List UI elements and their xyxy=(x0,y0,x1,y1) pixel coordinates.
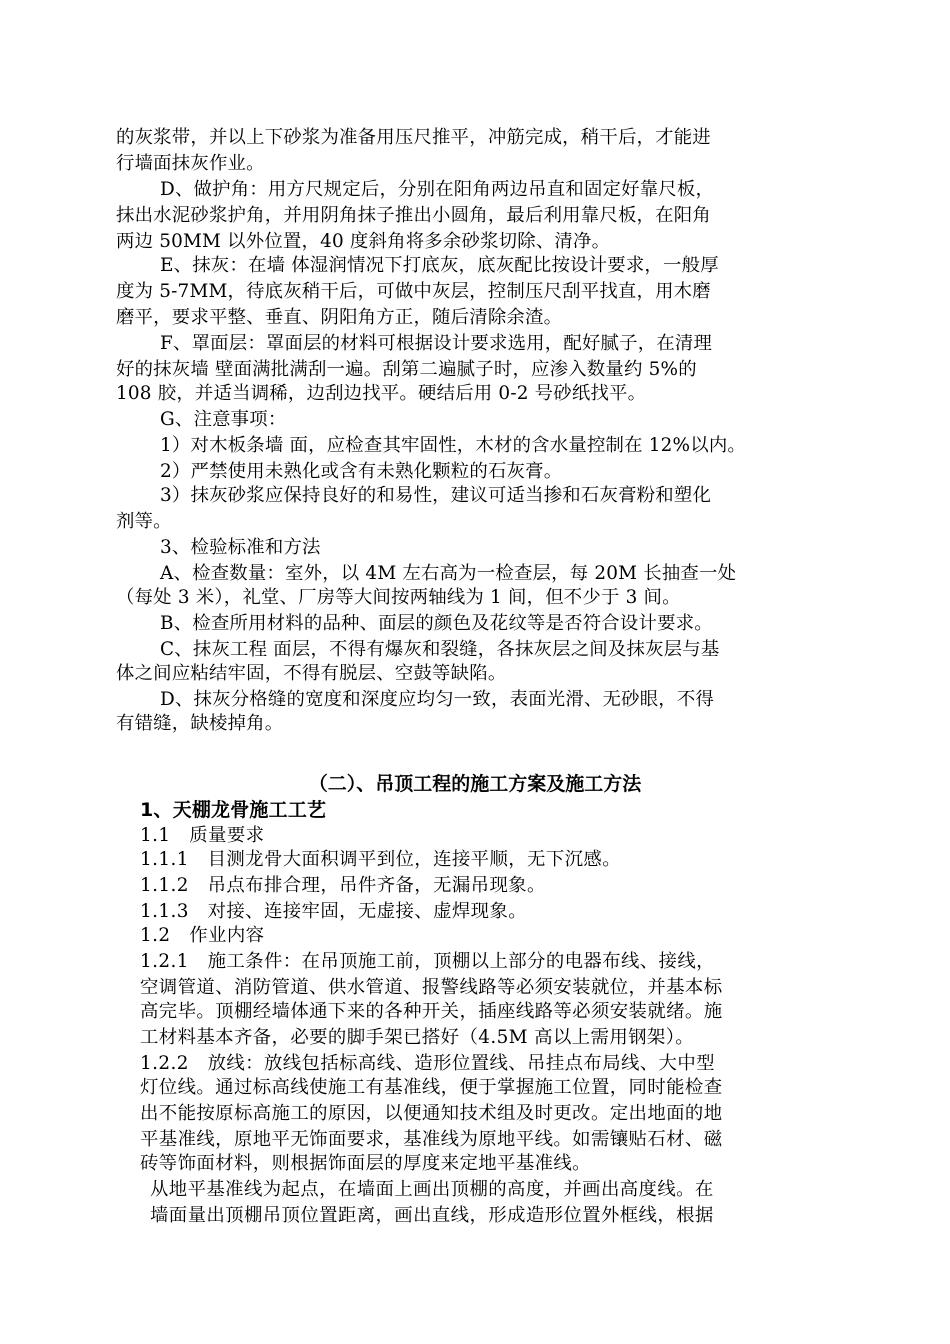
paragraph-line: E、抹灰：在墙 体湿润情况下打底灰，底灰配比按设计要求，一般厚 xyxy=(160,255,719,276)
paragraph-line: 两边 50MM 以外位置，40 度斜角将多余砂浆切除、清净。 xyxy=(116,231,611,252)
paragraph-line: 度为 5-7MM，待底灰稍干后，可做中灰层，控制压尺刮平找直，用木磨 xyxy=(116,281,711,302)
section-title: （二）、吊顶工程的施工方案及施工方法 xyxy=(308,773,642,795)
paragraph-line: G、注意事项： xyxy=(160,409,287,430)
paragraph-line: 1.1.1 目测龙骨大面积调平到位，连接平顺，无下沉感。 xyxy=(140,849,621,870)
paragraph-line: 3、检验标准和方法 xyxy=(160,537,321,558)
paragraph-line: 3）抹灰砂浆应保持良好的和易性，建议可适当掺和石灰膏粉和塑化 xyxy=(160,485,712,506)
paragraph-line: 1）对木板条墙 面，应检查其牢固性，木材的含水量控制在 12%以内。 xyxy=(160,435,747,456)
paragraph-line: 砖等饰面材料，则根据饰面层的厚度来定地平基准线。 xyxy=(140,1153,591,1174)
paragraph-line: 磨平，要求平整、垂直、阴阳角方正，随后清除余渣。 xyxy=(116,307,563,328)
paragraph-line: D、做护角：用方尺规定后，分别在阳角两边吊直和固定好靠尺板， xyxy=(160,179,715,200)
paragraph-line: 好的抹灰墙 壁面满批满刮一遍。刮第二遍腻子时，应渗入数量约 5%的 xyxy=(116,359,697,380)
paragraph-line: C、抹灰工程 面层，不得有爆灰和裂缝，各抹灰层之间及抹灰层与基 xyxy=(160,639,720,660)
paragraph-line: 体之间应粘结牢固，不得有脱层、空鼓等缺陷。 xyxy=(116,663,507,684)
paragraph-line: 1.1.3 对接、连接牢固，无虚接、虚焊现象。 xyxy=(140,901,528,922)
paragraph-line: 有错缝，缺棱掉角。 xyxy=(116,713,284,734)
paragraph-line: 抹出水泥砂浆护角，并用阴角抹子推出小圆角，最后利用靠尺板，在阳角 xyxy=(116,205,711,226)
paragraph-line: 墙面量出顶棚吊顶位置距离，画出直线，形成造形位置外框线，根据 xyxy=(150,1205,714,1226)
paragraph-line: D、抹灰分格缝的宽度和深度应均匀一致，表面光滑、无砂眼，不得 xyxy=(160,689,715,710)
paragraph-line: 1.2.2 放线：放线包括标高线、造形位置线、吊挂点布局线、大中型 xyxy=(140,1053,715,1074)
paragraph-line: 1.2.1 施工条件：在吊顶施工前，顶棚以上部分的电器布线、接线， xyxy=(140,951,715,972)
paragraph-line: 2）严禁使用未熟化或含有未熟化颗粒的石灰膏。 xyxy=(160,461,563,482)
paragraph-line: 1.1 质量要求 xyxy=(140,825,265,846)
paragraph-line: 行墙面抹灰作业。 xyxy=(116,153,265,174)
paragraph-line: 108 胶，并适当调稀，边刮边找平。硬结后用 0-2 号砂纸找平。 xyxy=(116,383,647,404)
paragraph-line: 工材料基本齐备，必要的脚手架已搭好（4.5M 高以上需用钢架）。 xyxy=(140,1027,695,1048)
paragraph-line: 的灰浆带，并以上下砂浆为准备用压尺推平，冲筋完成，稍干后，才能进 xyxy=(116,127,711,148)
paragraph-line: 高完毕。顶棚经墙体通下来的各种开关，插座线路等必须安装就绪。施 xyxy=(140,1001,723,1022)
paragraph-line: 灯位线。通过标高线使施工有基准线，便于掌握施工位置，同时能检查 xyxy=(140,1077,723,1098)
paragraph-line: 从地平基准线为起点，在墙面上画出顶棚的高度，并画出高度线。在 xyxy=(150,1179,714,1200)
paragraph-line: B、检查所用材料的品种、面层的颜色及花纹等是否符合设计要求。 xyxy=(160,613,713,634)
paragraph-line: 1.1.2 吊点布排合理，吊件齐备，无漏吊现象。 xyxy=(140,875,546,896)
paragraph-line: （每处 3 米），礼堂、厂房等大间按两轴线为 1 间，但不少于 3 间。 xyxy=(116,587,681,608)
paragraph-line: 1.2 作业内容 xyxy=(140,925,265,946)
paragraph-line: 平基准线，原地平无饰面要求，基准线为原地平线。如需镶贴石材、磁 xyxy=(140,1129,723,1150)
paragraph-line: 空调管道、消防管道、供水管道、报警线路等必须安装就位，并基本标 xyxy=(140,977,723,998)
paragraph-line: A、检查数量：室外，以 4M 左右高为一检查层，每 20M 长抽查一处 xyxy=(160,563,737,584)
paragraph-line: 剂等。 xyxy=(116,511,172,532)
paragraph-line: 出不能按原标高施工的原因，以便通知技术组及时更改。定出地面的地 xyxy=(140,1103,723,1124)
paragraph-line: F、罩面层：罩面层的材料可根据设计要求选用，配好腻子，在清理 xyxy=(160,333,713,354)
subsection-heading: 1、天棚龙骨施工工艺 xyxy=(140,799,327,821)
